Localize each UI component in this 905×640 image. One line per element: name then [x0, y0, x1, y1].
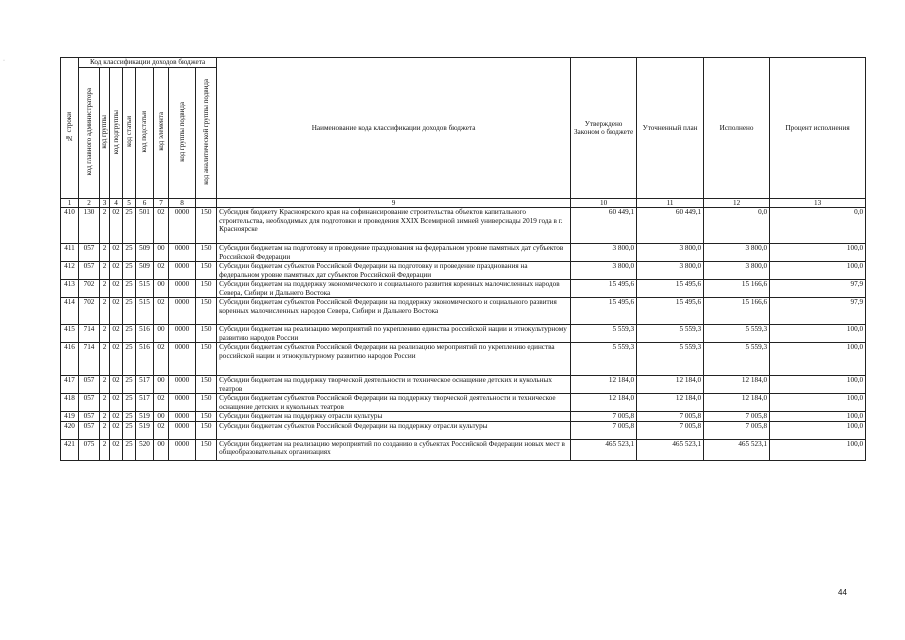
code-subarticle: 519	[136, 421, 154, 439]
revenue-name: Субсидии бюджетам на поддержку творческой деятельности и техническое оснащение детских и кукольных театров	[217, 376, 571, 394]
approved-value: 5 559,3	[571, 343, 637, 376]
table-row	[61, 262, 866, 280]
code-element: 00	[154, 376, 169, 394]
executed-value: 5 559,3	[704, 325, 770, 343]
code-subarticle: 517	[136, 376, 154, 394]
code-admin: 057	[79, 421, 100, 439]
code-subgroup: 02	[110, 298, 123, 325]
plan-value: 465 523,1	[637, 439, 704, 460]
code-analytic-group: 150	[196, 421, 217, 439]
code-subtype-group: 0000	[169, 421, 196, 439]
code-subgroup: 02	[110, 394, 123, 412]
code-article: 25	[123, 343, 136, 376]
approved-value: 3 800,0	[571, 262, 637, 280]
code-group: 2	[100, 208, 110, 244]
code-admin: 702	[79, 280, 100, 298]
executed-value: 5 559,3	[704, 343, 770, 376]
revenue-name: Субсидии бюджетам на поддержку отрасли культуры	[217, 412, 571, 421]
code-element: 02	[154, 343, 169, 376]
approved-value: 60 449,1	[571, 208, 637, 244]
code-subtype-group: 0000	[169, 262, 196, 280]
code-subgroup: 02	[110, 325, 123, 343]
approved-value: 15 495,6	[571, 298, 637, 325]
table-row	[61, 412, 866, 421]
table-row	[61, 325, 866, 343]
code-article: 25	[123, 412, 136, 421]
code-subarticle: 509	[136, 262, 154, 280]
header-row-no: № строки	[61, 58, 79, 199]
header-code-subarticle: код подстатьи	[136, 68, 154, 199]
code-subgroup: 02	[110, 412, 123, 421]
percent-value: 100,0	[770, 421, 866, 439]
code-element: 02	[154, 262, 169, 280]
header-code-element: код элемента	[154, 68, 169, 199]
revenue-name: Субсидии бюджетам субъектов Российской Федерации на реализацию мероприятий по укреплению единства российской нации и этнокультурному развитию народов России	[217, 343, 571, 376]
code-subgroup: 02	[110, 208, 123, 244]
executed-value: 12 184,0	[704, 376, 770, 394]
plan-value: 15 495,6	[637, 298, 704, 325]
code-analytic-group: 150	[196, 343, 217, 376]
executed-value: 3 800,0	[704, 262, 770, 280]
approved-value: 15 495,6	[571, 280, 637, 298]
percent-value: 100,0	[770, 325, 866, 343]
col-number: 12	[704, 199, 770, 208]
col-number: 5	[123, 199, 136, 208]
code-element: 00	[154, 439, 169, 460]
header-percent: Процент исполнения	[770, 58, 866, 199]
code-subarticle: 520	[136, 439, 154, 460]
code-subgroup: 02	[110, 280, 123, 298]
code-article: 25	[123, 244, 136, 262]
code-group: 2	[100, 439, 110, 460]
col-number: 10	[571, 199, 637, 208]
approved-value: 3 800,0	[571, 244, 637, 262]
row-number: 411	[61, 244, 79, 262]
col-number: 11	[637, 199, 704, 208]
header-code-subtype-group: код группы подвида	[169, 68, 196, 199]
percent-value: 100,0	[770, 439, 866, 460]
row-number: 412	[61, 262, 79, 280]
code-analytic-group: 150	[196, 376, 217, 394]
code-element: 02	[154, 421, 169, 439]
code-element: 00	[154, 244, 169, 262]
code-analytic-group: 150	[196, 325, 217, 343]
code-analytic-group: 150	[196, 412, 217, 421]
revenue-name: Субсидии бюджетам субъектов Российской Федерации на поддержку творческой деятельности и техническое оснащение детских и кукольных театров	[217, 394, 571, 412]
col-number: 4	[110, 199, 123, 208]
code-article: 25	[123, 298, 136, 325]
code-element: 02	[154, 298, 169, 325]
approved-value: 5 559,3	[571, 325, 637, 343]
code-element: 02	[154, 394, 169, 412]
code-subgroup: 02	[110, 244, 123, 262]
header-code-article: код статьи	[123, 68, 136, 199]
code-subgroup: 02	[110, 439, 123, 460]
percent-value: 97,9	[770, 280, 866, 298]
code-subtype-group: 0000	[169, 412, 196, 421]
executed-value: 7 005,8	[704, 421, 770, 439]
code-group: 2	[100, 421, 110, 439]
code-admin: 702	[79, 298, 100, 325]
margin-mark: ·	[3, 58, 5, 64]
code-analytic-group: 150	[196, 280, 217, 298]
code-article: 25	[123, 421, 136, 439]
header-code-analytic-group: код аналитической группы подвида	[196, 68, 217, 199]
percent-value: 100,0	[770, 262, 866, 280]
code-admin: 057	[79, 262, 100, 280]
executed-value: 0,0	[704, 208, 770, 244]
header-approved: Утверждено Законом о бюджете	[571, 58, 637, 199]
header-code-group-col: код группы	[100, 68, 110, 199]
row-number: 419	[61, 412, 79, 421]
code-subtype-group: 0000	[169, 343, 196, 376]
row-number: 417	[61, 376, 79, 394]
executed-value: 12 184,0	[704, 394, 770, 412]
code-article: 25	[123, 439, 136, 460]
code-subarticle: 516	[136, 325, 154, 343]
code-subarticle: 517	[136, 394, 154, 412]
code-article: 25	[123, 394, 136, 412]
code-analytic-group: 150	[196, 262, 217, 280]
code-subtype-group: 0000	[169, 298, 196, 325]
table-row	[61, 376, 866, 394]
code-group: 2	[100, 325, 110, 343]
plan-value: 3 800,0	[637, 244, 704, 262]
plan-value: 3 800,0	[637, 262, 704, 280]
table-row	[61, 298, 866, 325]
table-row	[61, 421, 866, 439]
table-row	[61, 208, 866, 244]
code-admin: 057	[79, 244, 100, 262]
code-subarticle: 515	[136, 298, 154, 325]
page-number: 44	[838, 588, 847, 597]
plan-value: 60 449,1	[637, 208, 704, 244]
code-article: 25	[123, 280, 136, 298]
code-group: 2	[100, 280, 110, 298]
col-number: 9	[217, 199, 571, 208]
code-subgroup: 02	[110, 421, 123, 439]
plan-value: 7 005,8	[637, 412, 704, 421]
col-number: 7	[154, 199, 169, 208]
executed-value: 3 800,0	[704, 244, 770, 262]
code-group: 2	[100, 412, 110, 421]
code-group: 2	[100, 262, 110, 280]
revenue-name: Субсидии бюджетам на реализацию мероприятий по укреплению единства российской нации и этнокультурному развитию народов России	[217, 325, 571, 343]
table-row	[61, 439, 866, 460]
code-admin: 714	[79, 343, 100, 376]
code-subtype-group: 0000	[169, 280, 196, 298]
header-row-1	[61, 58, 866, 68]
code-subarticle: 501	[136, 208, 154, 244]
code-admin: 057	[79, 376, 100, 394]
table-row	[61, 343, 866, 376]
header-plan: Уточненный план	[637, 58, 704, 199]
code-element: 00	[154, 412, 169, 421]
col-number: 2	[79, 199, 100, 208]
row-number: 413	[61, 280, 79, 298]
code-group: 2	[100, 376, 110, 394]
approved-value: 465 523,1	[571, 439, 637, 460]
code-subgroup: 02	[110, 376, 123, 394]
plan-value: 7 005,8	[637, 421, 704, 439]
code-group: 2	[100, 343, 110, 376]
code-analytic-group: 150	[196, 298, 217, 325]
percent-value: 100,0	[770, 412, 866, 421]
code-analytic-group: 150	[196, 394, 217, 412]
row-number: 415	[61, 325, 79, 343]
percent-value: 100,0	[770, 343, 866, 376]
col-number: 3	[100, 199, 110, 208]
code-article: 25	[123, 376, 136, 394]
percent-value: 100,0	[770, 376, 866, 394]
percent-value: 0,0	[770, 208, 866, 244]
revenue-name: Субсидии бюджетам субъектов Российской Федерации на подготовку и проведение празднования на федеральном уровне памятных дат субъектов Российской Федерации	[217, 262, 571, 280]
row-number: 416	[61, 343, 79, 376]
budget-revenue-table	[60, 57, 866, 461]
plan-value: 5 559,3	[637, 343, 704, 376]
col-number: 13	[770, 199, 866, 208]
executed-value: 465 523,1	[704, 439, 770, 460]
plan-value: 12 184,0	[637, 376, 704, 394]
plan-value: 15 495,6	[637, 280, 704, 298]
code-admin: 130	[79, 208, 100, 244]
code-subtype-group: 0000	[169, 208, 196, 244]
row-number: 414	[61, 298, 79, 325]
approved-value: 7 005,8	[571, 412, 637, 421]
code-element: 00	[154, 280, 169, 298]
revenue-name: Субсидии бюджетам субъектов Российской Федерации на поддержку экономического и социального развития коренных малочисленных народов Севера, Сибири и Дальнего Востока	[217, 298, 571, 325]
code-admin: 075	[79, 439, 100, 460]
code-element: 02	[154, 208, 169, 244]
header-code-group: Код классификации доходов бюджета	[79, 58, 217, 68]
code-subtype-group: 0000	[169, 394, 196, 412]
code-subarticle: 515	[136, 280, 154, 298]
code-subtype-group: 0000	[169, 325, 196, 343]
col-number: 1	[61, 199, 79, 208]
executed-value: 15 166,6	[704, 280, 770, 298]
header-name: Наименование кода классификации доходов бюджета	[217, 58, 571, 199]
code-subarticle: 516	[136, 343, 154, 376]
code-admin: 714	[79, 325, 100, 343]
approved-value: 12 184,0	[571, 376, 637, 394]
code-article: 25	[123, 262, 136, 280]
table-row	[61, 244, 866, 262]
code-admin: 057	[79, 394, 100, 412]
approved-value: 12 184,0	[571, 394, 637, 412]
plan-value: 12 184,0	[637, 394, 704, 412]
revenue-name: Субсидия бюджету Красноярского края на софинансирование строительства объектов капитального строительства, необходимых для подготовки и проведения XXIX Всемирной зимней универсиады 2019 года в г. Красноярске	[217, 208, 571, 244]
executed-value: 7 005,8	[704, 412, 770, 421]
table-row	[61, 394, 866, 412]
code-group: 2	[100, 298, 110, 325]
row-number: 418	[61, 394, 79, 412]
code-analytic-group: 150	[196, 439, 217, 460]
approved-value: 7 005,8	[571, 421, 637, 439]
code-subgroup: 02	[110, 343, 123, 376]
row-number: 410	[61, 208, 79, 244]
code-article: 25	[123, 325, 136, 343]
code-analytic-group: 150	[196, 244, 217, 262]
col-number: 8	[169, 199, 196, 208]
code-subgroup: 02	[110, 262, 123, 280]
code-subtype-group: 0000	[169, 244, 196, 262]
revenue-name: Субсидии бюджетам на поддержку экономического и социального развития коренных малочисленных народов Севера, Сибири и Дальнего Востока	[217, 280, 571, 298]
col-number	[196, 199, 217, 208]
code-subtype-group: 0000	[169, 439, 196, 460]
row-number: 421	[61, 439, 79, 460]
percent-value: 100,0	[770, 244, 866, 262]
table-row	[61, 280, 866, 298]
table-body	[61, 208, 866, 460]
header-executed: Исполнено	[704, 58, 770, 199]
code-article: 25	[123, 208, 136, 244]
header-code-subgroup: код подгруппы	[110, 68, 123, 199]
code-subarticle: 519	[136, 412, 154, 421]
code-subarticle: 509	[136, 244, 154, 262]
code-group: 2	[100, 394, 110, 412]
code-admin: 057	[79, 412, 100, 421]
code-group: 2	[100, 244, 110, 262]
plan-value: 5 559,3	[637, 325, 704, 343]
revenue-name: Субсидии бюджетам на реализацию мероприятий по созданию в субъектах Российской Федерации новых мест в общеобразовательных организациях	[217, 439, 571, 460]
row-number: 420	[61, 421, 79, 439]
header-code-admin: код главного администратора	[79, 68, 100, 199]
col-number: 6	[136, 199, 154, 208]
code-element: 00	[154, 325, 169, 343]
code-analytic-group: 150	[196, 208, 217, 244]
revenue-name: Субсидии бюджетам субъектов Российской Федерации на поддержку отрасли культуры	[217, 421, 571, 439]
code-subtype-group: 0000	[169, 376, 196, 394]
executed-value: 15 166,6	[704, 298, 770, 325]
percent-value: 97,9	[770, 298, 866, 325]
column-number-row	[61, 199, 866, 208]
revenue-name: Субсидии бюджетам на подготовку и проведение празднования на федеральном уровне памятных дат субъектов Российской Федерации	[217, 244, 571, 262]
percent-value: 100,0	[770, 394, 866, 412]
